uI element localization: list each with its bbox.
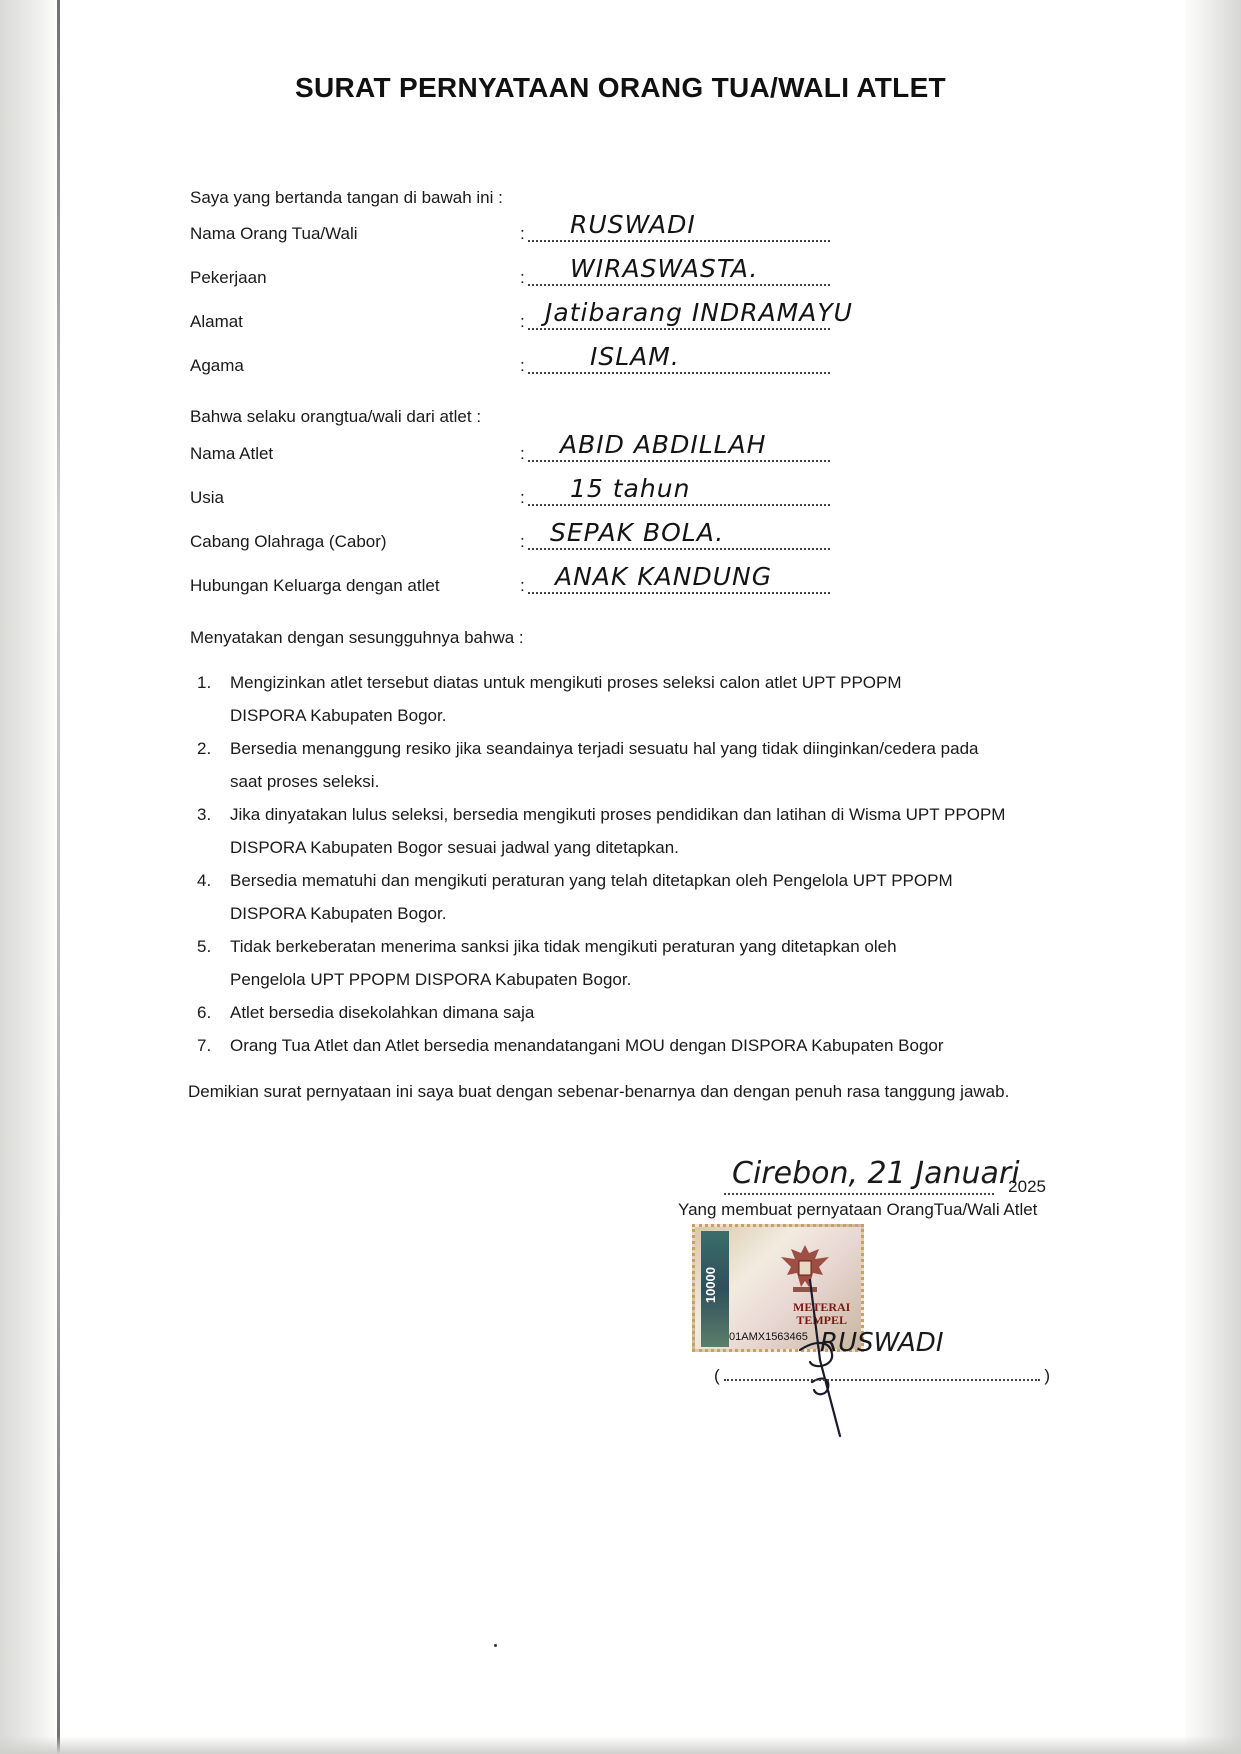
- statement-number: 5.: [197, 937, 212, 956]
- field-colon: :: [520, 356, 525, 375]
- page-left-edge: [0, 0, 60, 1754]
- intro-parent: Saya yang bertanda tangan di bawah ini :: [190, 188, 503, 207]
- paren-close: ): [1044, 1366, 1050, 1385]
- dotted-line: [528, 460, 830, 462]
- maker-label: Yang membuat pernyataan OrangTua/Wali Atlet: [678, 1200, 1038, 1219]
- stamp-serial: 01AMX1563465: [729, 1331, 808, 1343]
- statement-number: 2.: [197, 739, 212, 758]
- field-sport: [190, 520, 830, 556]
- statement-line: DISPORA Kabupaten Bogor sesuai jadwal yang ditetapkan.: [230, 838, 679, 857]
- statement-line: Bersedia mematuhi dan mengikuti peraturan yang telah ditetapkan oleh Pengelola UPT PPOPM: [230, 871, 953, 890]
- field-family-relation: [190, 564, 830, 600]
- statement-line: saat proses seleksi.: [230, 772, 380, 791]
- statement-line: Orang Tua Atlet dan Atlet bersedia menandatangani MOU dengan DISPORA Kabupaten Bogor: [230, 1036, 944, 1055]
- statement-line: DISPORA Kabupaten Bogor.: [230, 706, 447, 725]
- statement-line: Bersedia menanggung resiko jika seandainya terjadi sesuatu hal yang tidak diinginkan/cedera pada: [230, 739, 979, 758]
- field-age: [190, 476, 830, 512]
- dotted-line: [528, 284, 830, 286]
- field-parent-name: [190, 212, 830, 248]
- field-colon: :: [520, 224, 525, 243]
- field-colon: :: [520, 488, 525, 507]
- statement-number: 4.: [197, 871, 212, 890]
- field-colon: :: [520, 268, 525, 287]
- dotted-line: [528, 328, 830, 330]
- statement-line: Tidak berkeberatan menerima sanksi jika tidak mengikuti peraturan yang ditetapkan oleh: [230, 937, 897, 956]
- handwritten-value: ABID ABDILLAH: [560, 430, 767, 459]
- field-colon: :: [520, 312, 525, 331]
- statement-line: Atlet bersedia disekolahkan dimana saja: [230, 1003, 535, 1022]
- dotted-line: [724, 1193, 994, 1195]
- field-colon: :: [520, 444, 525, 463]
- stamp-label-line2: TEMPEL: [796, 1313, 847, 1327]
- field-label: Pekerjaan: [190, 268, 267, 287]
- field-label: Cabang Olahraga (Cabor): [190, 532, 387, 551]
- closing-paragraph: Demikian surat pernyataan ini saya buat dengan sebenar-benarnya dan dengan penuh rasa tanggung jawab.: [188, 1082, 1010, 1101]
- statement-number: 7.: [197, 1036, 212, 1055]
- handwritten-value: SEPAK BOLA.: [550, 518, 725, 547]
- field-colon: :: [520, 532, 525, 551]
- statement-line: Jika dinyatakan lulus seleksi, bersedia mengikuti proses pendidikan dan latihan di Wisma UPT PPOPM: [230, 805, 1006, 824]
- field-colon: :: [520, 576, 525, 595]
- field-label: Usia: [190, 488, 225, 507]
- statement-intro: Menyatakan dengan sesungguhnya bahwa :: [190, 628, 524, 647]
- paren-open: (: [714, 1366, 720, 1385]
- statement-item: [197, 1029, 1057, 1062]
- year-text: 2025: [1008, 1177, 1046, 1196]
- dotted-line: [724, 1379, 1040, 1381]
- dotted-line: [528, 548, 830, 550]
- statement-number: 3.: [197, 805, 212, 824]
- field-label: Nama Orang Tua/Wali: [190, 224, 358, 243]
- signature-line: [714, 1358, 1050, 1386]
- field-occupation: [190, 256, 830, 292]
- field-label: Agama: [190, 356, 244, 375]
- statement-line: DISPORA Kabupaten Bogor.: [230, 904, 447, 923]
- dotted-line: [528, 592, 830, 594]
- stamp-label-line1: METERAI: [793, 1300, 851, 1314]
- signatory-name: RUSWADI: [820, 1328, 944, 1358]
- handwritten-value: ANAK KANDUNG: [555, 562, 773, 591]
- place-date-line: [724, 1155, 1046, 1199]
- field-label: Nama Atlet: [190, 444, 274, 463]
- stray-dot: [494, 1644, 497, 1647]
- statement-item: [197, 732, 1057, 798]
- statement-item: [197, 930, 1057, 996]
- bottom-shadow: [0, 1736, 1241, 1754]
- statement-number: 1.: [197, 673, 212, 692]
- statement-item: [197, 864, 1057, 930]
- handwritten-value: WIRASWASTA.: [570, 254, 759, 283]
- handwritten-value: RUSWADI: [570, 210, 696, 239]
- field-label: Alamat: [190, 312, 243, 331]
- statement-number: 6.: [197, 1003, 212, 1022]
- handwritten-place-date: Cirebon, 21 Januari: [732, 1156, 1020, 1191]
- stamp-value: 10000: [703, 1267, 718, 1304]
- statement-line: Pengelola UPT PPOPM DISPORA Kabupaten Bogor.: [230, 970, 632, 989]
- statement-line: Mengizinkan atlet tersebut diatas untuk mengikuti proses seleksi calon atlet UPT PPOPM: [230, 673, 902, 692]
- statement-item: [197, 798, 1057, 864]
- statement-item: [197, 666, 1057, 732]
- handwritten-value: Jatibarang INDRAMAYU: [545, 298, 853, 327]
- handwritten-value: 15 tahun: [570, 474, 691, 503]
- document-title: SURAT PERNYATAAN ORANG TUA/WALI ATLET: [295, 72, 946, 103]
- statement-list: [197, 666, 1057, 1062]
- handwritten-value: ISLAM.: [590, 342, 680, 371]
- field-label: Hubungan Keluarga dengan atlet: [190, 576, 440, 595]
- dotted-line: [528, 504, 830, 506]
- statement-item: [197, 996, 1057, 1029]
- field-athlete-name: [190, 432, 830, 468]
- field-address: [190, 298, 853, 336]
- dotted-line: [528, 240, 830, 242]
- binder-edge-line: [57, 0, 60, 1754]
- field-religion: [190, 344, 830, 380]
- intro-athlete: Bahwa selaku orangtua/wali dari atlet :: [190, 407, 482, 426]
- dotted-line: [528, 372, 830, 374]
- page-right-edge: [1181, 0, 1241, 1754]
